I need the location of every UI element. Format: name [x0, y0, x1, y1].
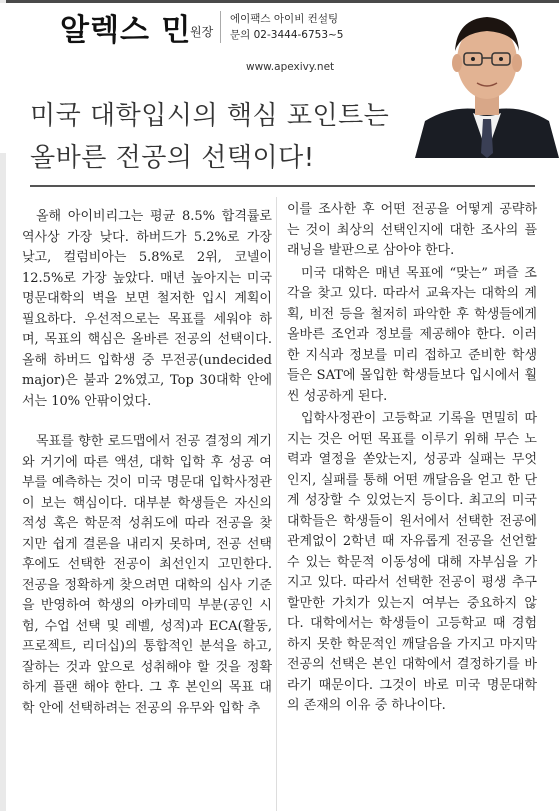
author-name: 알렉스 민	[60, 13, 192, 48]
paragraph: 미국 대학은 매년 목표에 “맞는” 퍼즐 조각을 찾고 있다. 따라서 교육자는 대학의 계획, 비전 등을 철저히 파악한 후 학생들에게 올바른 조언과 정보를 제공해야 한다. 이러한 지식과 정보를 미리 접하고 준비한 학생들은 SAT에 몰입한 학생들보다 입시에서 훨씬 성공하게 된다.	[287, 265, 537, 404]
company-name: 에이팩스 아이비 컨설팅	[230, 13, 339, 25]
article-column-left	[22, 207, 272, 719]
website-link[interactable]: www.apexivy.net	[246, 61, 335, 73]
paragraph: 입학사정관이 고등학교 기록을 면밀히 따지는 것은 어떤 목표를 이루기 위해 무슨 노력과 열정을 쏟았는지, 성공과 실패는 무엇인지, 실패를 통해 어떤 깨달음을 얻고 한 단계 성장할 수 있었는지 등이다. 최고의 미국 대학들은 학생들이 원서에서 선택한 전공에 관계없이 2학년 때 자유롭게 전공을 선언할 수 있는 학문적 이동성에 대해 자부심을 가지고 있다. 따라서 선택한 전공이 평생 추구할만한 가치가 있는지 여부는 중요하지 않다. 대학에서는 학생들이 고등학교 때 경험하지 못한 학문적인 깨달음을 가지고 마지막 전공의 선택은 본인 대학에서 결정하기를 바라기 때문이다. 그것이 바로 미국 명문대학의 존재의 이유 중 하나이다.	[287, 411, 537, 713]
author-photo	[415, 3, 559, 158]
headline-rule	[30, 185, 535, 187]
column-header	[0, 3, 559, 173]
header-divider	[220, 11, 221, 43]
contact-phone: 문의 02-3444-6753~5	[230, 29, 344, 41]
headline-line-2: 올바른 전공의 선택이다!	[30, 143, 315, 173]
article-column-right	[287, 200, 537, 717]
headline-line-1: 미국 대학입시의 핵심 포인트는	[30, 101, 390, 131]
column-divider	[276, 197, 277, 811]
paragraph: 이를 조사한 후 어떤 전공을 어떻게 공략하는 것이 최상의 선택인지에 대한 조사의 플래닝을 발판으로 삼아야 한다.	[287, 202, 537, 258]
paragraph: 목표를 향한 로드맵에서 전공 결정의 계기와 거기에 따른 액션, 대학 입학 후 성공 여부를 예측하는 것이 미국 명문대 입학사정관이 보는 핵심이다. 대부분 학생들은 자신의 적성 혹은 학문적 성취도에 따라 전공을 찾지만 쉽게 결론을 내리지 못하며, 전공 선택 후에도 선택한 전공이 최선인지 고민한다. 전공을 정확하게 찾으려면 대학의 심사 기준을 반영하여 학생의 아카데믹 부분(공인 시험, 수업 선택 및 레벨, 성적)과 ECA(활동, 프로젝트, 리더십)의 통합적인 분석을 하고, 잘하는 것과 앞으로 성취해야 할 것을 정확하게 플랜 해야 한다. 그 후 본인의 목표 대학 안에 선택하려는 전공의 유무와 입학 추	[22, 434, 272, 716]
company-info	[230, 11, 343, 43]
paragraph: 올해 아이비리그는 평균 8.5% 합격률로 역사상 가장 낮다. 하버드가 5.2%로 가장 낮고, 컬럼비아는 5.8%로 2위, 코넬이 12.5%로 가장 높았다. 매년 높아지는 미국 명문대학의 벽을 보면 철저한 입시 계획이 필요하다. 우선적으로는 목표를 세워야 하며, 목표의 핵심은 올바른 전공의 선택이다. 올해 하버드 입학생 중 무전공(undecided major)은 불과 2%였고, Top 30대학 안에서는 10% 안팎이었다.	[22, 209, 272, 409]
author-portrait-icon	[415, 3, 559, 158]
headline	[30, 95, 389, 179]
author-title: 원장	[190, 25, 214, 39]
